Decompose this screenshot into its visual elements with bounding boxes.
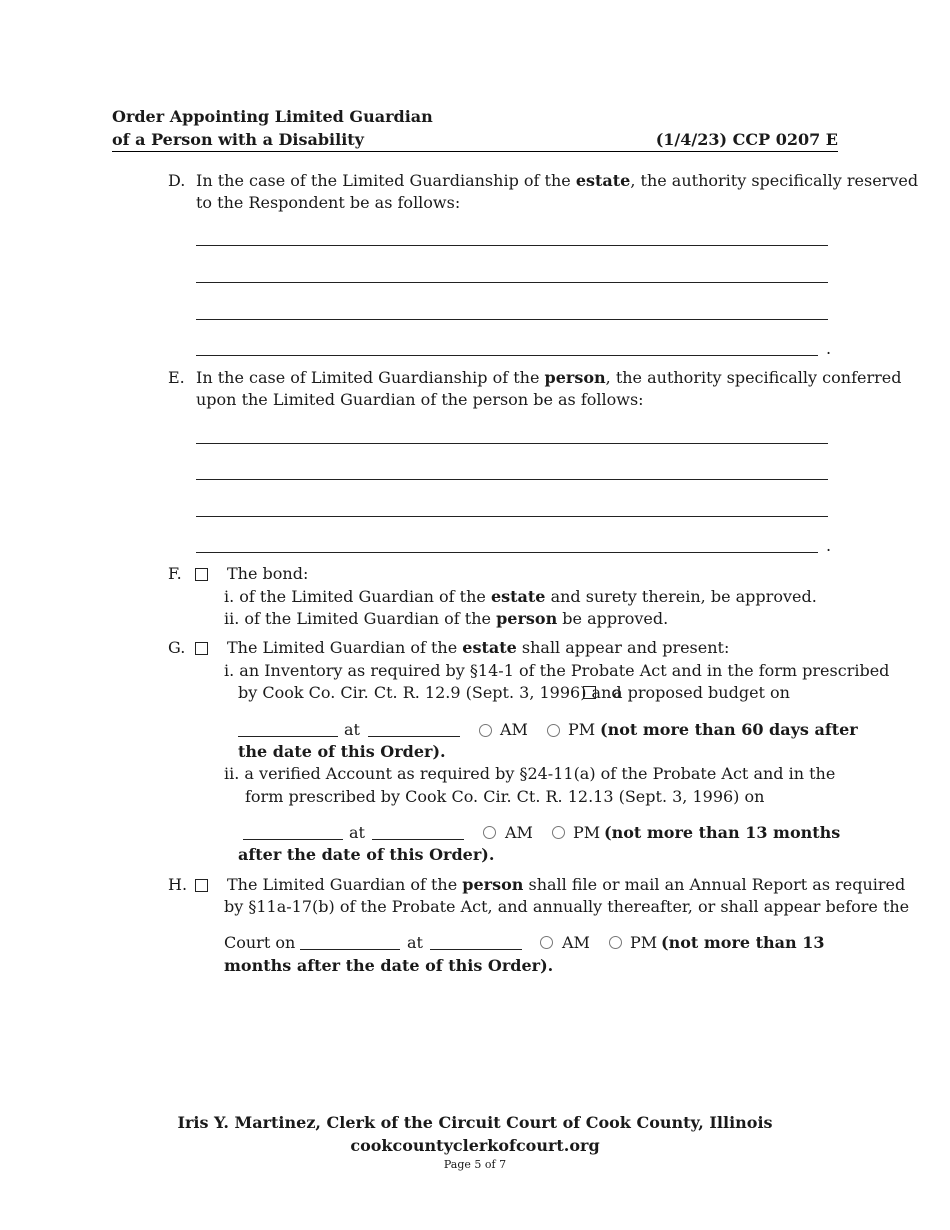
section-h-checkbox[interactable] [195, 879, 208, 892]
report-time-field[interactable] [430, 935, 522, 950]
footer-clerk: Iris Y. Martinez, Clerk of the Circuit Court of Cook County, Illinois [177, 1113, 773, 1132]
section-h-text-line2: by §11a-17(b) of the Probate Act, and annually thereafter, or shall appear before the [224, 897, 910, 916]
account-am-label: AM [505, 823, 533, 842]
section-f-checkbox[interactable] [195, 568, 208, 581]
inventory-pm-radio[interactable] [547, 724, 560, 737]
report-at-label: at [407, 933, 423, 952]
court-on-label: Court on [224, 933, 296, 952]
account-deadline: (not more than 13 months [604, 823, 841, 842]
inventory-deadline-line2: the date of this Order). [238, 742, 446, 761]
report-pm-radio[interactable] [609, 936, 622, 949]
report-deadline: (not more than 13 [661, 933, 825, 952]
account-at-label: at [349, 823, 365, 842]
inventory-pm-label: PM [568, 720, 596, 739]
form-title-line2: of a Person with a Disability [112, 130, 364, 149]
account-time-field[interactable] [372, 825, 464, 840]
account-deadline-line2: after the date of this Order). [238, 845, 495, 864]
section-d-letter: D. [168, 171, 186, 190]
report-am-label: AM [562, 933, 590, 952]
report-pm-label: PM [630, 933, 658, 952]
inventory-date-field[interactable] [238, 722, 338, 737]
form-code: (1/4/23) CCP 0207 E [655, 130, 838, 149]
inventory-am-radio[interactable] [479, 724, 492, 737]
section-f-label: The bond: [227, 564, 309, 583]
inventory-deadline: (not more than 60 days after [600, 720, 858, 739]
section-h-letter: H. [168, 875, 188, 894]
section-g-item-1-line2: by Cook Co. Cir. Ct. R. 12.9 (Sept. 3, 1996) and [238, 683, 622, 702]
page-number: Page 5 of 7 [443, 1158, 507, 1171]
section-d-input-line-4[interactable] [196, 355, 818, 356]
section-e-input-line-3[interactable] [196, 516, 828, 517]
section-d-input-line-3[interactable] [196, 319, 828, 320]
section-g-item-2-line2: form prescribed by Cook Co. Cir. Ct. R. 12.13 (Sept. 3, 1996) on [245, 787, 765, 806]
account-am-radio[interactable] [483, 826, 496, 839]
account-pm-radio[interactable] [552, 826, 565, 839]
report-deadline-line2: months after the date of this Order). [224, 956, 554, 975]
section-e-letter: E. [168, 368, 185, 387]
inventory-at-label: at [344, 720, 360, 739]
section-g-item-1-line1: i. an Inventory as required by §14-1 of the Probate Act and in the form prescribed [224, 661, 890, 680]
section-g-item-2-line1: ii. a verified Account as required by §24-11(a) of the Probate Act and in the [224, 764, 836, 783]
section-d-input-line-2[interactable] [196, 282, 828, 283]
budget-checkbox[interactable] [583, 686, 596, 699]
section-e-text-line2: upon the Limited Guardian of the person be as follows: [196, 390, 644, 409]
section-d-period: . [826, 339, 832, 358]
section-f-item-1: i. of the Limited Guardian of the estate and surety therein, be approved. [224, 587, 817, 606]
section-h-text: The Limited Guardian of the person shall file or mail an Annual Report as required [227, 875, 906, 894]
section-d-text-line2: to the Respondent be as follows: [196, 193, 461, 212]
inventory-am-label: AM [500, 720, 528, 739]
section-d-input-line-1[interactable] [196, 245, 828, 246]
section-e-period: . [826, 536, 832, 555]
account-pm-label: PM [573, 823, 601, 842]
section-d-text: In the case of the Limited Guardianship of the estate, the authority specifically reserved [196, 171, 919, 190]
inventory-time-field[interactable] [368, 722, 460, 737]
account-date-field[interactable] [243, 825, 343, 840]
section-f-letter: F. [168, 564, 182, 583]
section-f-item-2: ii. of the Limited Guardian of the person be approved. [224, 609, 669, 628]
section-g-letter: G. [168, 638, 186, 657]
footer-website[interactable]: cookcountyclerkofcourt.org [350, 1136, 600, 1155]
section-e-input-line-1[interactable] [196, 443, 828, 444]
section-e-input-line-4[interactable] [196, 552, 818, 553]
section-e-input-line-2[interactable] [196, 479, 828, 480]
header-rule [112, 151, 838, 152]
report-am-radio[interactable] [540, 936, 553, 949]
section-e-text: In the case of Limited Guardianship of the person, the authority specifically conferred [196, 368, 902, 387]
report-date-field[interactable] [300, 935, 400, 950]
budget-label: a proposed budget on [613, 683, 790, 702]
section-g-text: The Limited Guardian of the estate shall appear and present: [227, 638, 730, 657]
section-g-checkbox[interactable] [195, 642, 208, 655]
form-title-line1: Order Appointing Limited Guardian [112, 107, 433, 126]
